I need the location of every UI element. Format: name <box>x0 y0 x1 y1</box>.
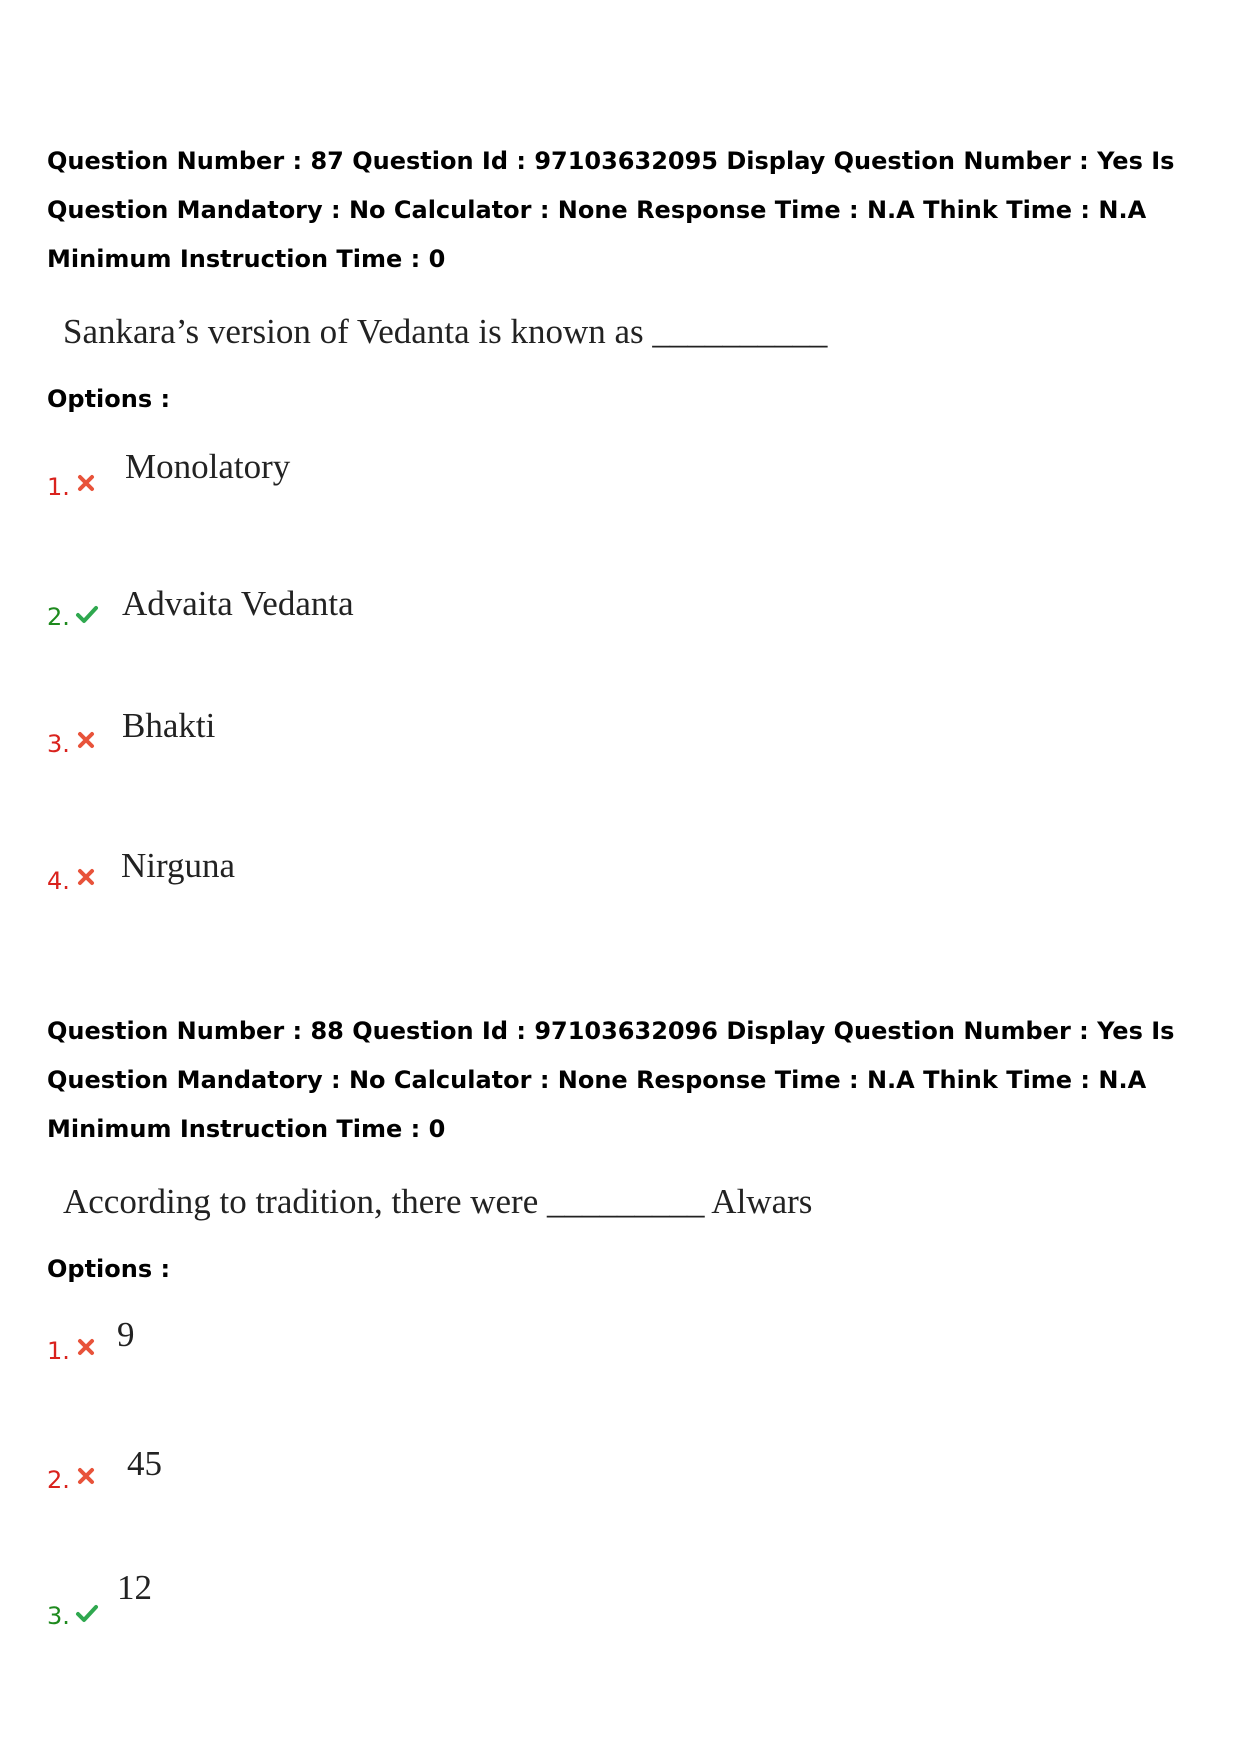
option-number: 1. <box>47 473 70 501</box>
option-text: Nirguna <box>121 846 236 885</box>
options-label: Options : <box>47 385 171 413</box>
option-text: 9 <box>117 1315 135 1354</box>
question-meta: Question Number : 87 Question Id : 97103632095 Display Question Number : Yes Is Question Mandatory : No Calculator : None Response Time : N.A Think Time : N.A Minimum Instruction Time : 0 <box>47 147 1175 273</box>
option-number: 1. <box>47 1337 70 1365</box>
question-text: Sankara’s version of Vedanta is known as __________ <box>63 312 828 351</box>
option-text: Advaita Vedanta <box>122 584 354 623</box>
option-text: Bhakti <box>122 706 216 745</box>
option-number: 4. <box>47 867 70 895</box>
option-text: 45 <box>127 1444 162 1483</box>
question-text: According to tradition, there were _________ Alwars <box>63 1182 813 1221</box>
option-text: 12 <box>117 1568 152 1607</box>
check-icon <box>75 602 99 626</box>
option-number: 2. <box>47 603 70 631</box>
cross-icon <box>75 729 97 751</box>
options-label: Options : <box>47 1255 171 1283</box>
option-number: 3. <box>47 730 70 758</box>
cross-icon <box>75 472 97 494</box>
option-number: 3. <box>47 1602 70 1630</box>
question-meta: Question Number : 88 Question Id : 97103632096 Display Question Number : Yes Is Question Mandatory : No Calculator : None Response Time : N.A Think Time : N.A Minimum Instruction Time : 0 <box>47 1017 1175 1143</box>
cross-icon <box>75 866 97 888</box>
check-icon <box>75 1601 99 1625</box>
cross-icon <box>75 1465 97 1487</box>
option-text: Monolatory <box>125 447 291 486</box>
option-number: 2. <box>47 1466 70 1494</box>
cross-icon <box>75 1336 97 1358</box>
